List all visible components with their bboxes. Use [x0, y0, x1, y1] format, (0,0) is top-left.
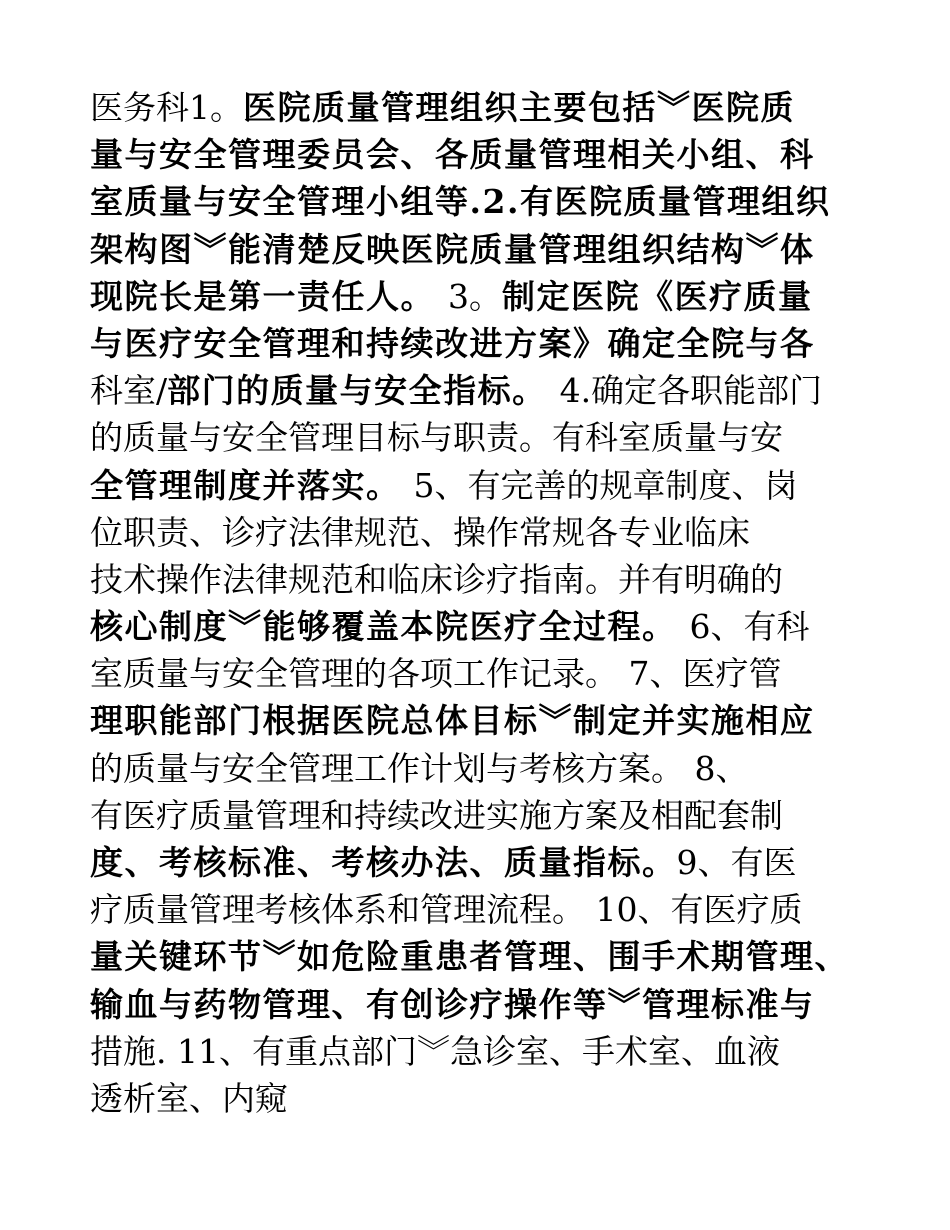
text-segment: 措施. 11、有重点部门︾急诊室、手术室、血液: [90, 1031, 780, 1071]
bold-text-segment: 全管理制度并落实。: [90, 465, 414, 505]
text-segment: 有医疗质量管理和持续改进实施方案及相配套制: [90, 795, 783, 835]
text-line: [90, 414, 865, 461]
text-segment: 科室/: [90, 371, 168, 411]
text-segment: 位职责、诊疗法律规范、操作常规各专业临床: [90, 512, 750, 552]
bold-text-segment: 医院质量管理组织主要包括︾医院质: [243, 88, 795, 127]
text-line: [90, 556, 865, 603]
text-line: [90, 792, 865, 839]
text-segment: 4.确定各职能部门: [559, 371, 823, 411]
text-segment: 的质量与安全管理工作计划与考核方案。 8、: [90, 748, 749, 788]
bold-text-segment: 现院长是第一责任人。: [90, 276, 448, 316]
text-segment: 室质量与安全管理的各项工作记录。 7、医疗管: [90, 654, 782, 694]
text-line: [90, 273, 865, 320]
text-line: [90, 226, 865, 273]
text-segment: 透析室、内窥: [90, 1078, 288, 1118]
text-segment: 医务科1。: [90, 88, 243, 127]
text-line: [90, 178, 865, 225]
text-line: [90, 1075, 865, 1122]
text-line: [90, 839, 865, 886]
bold-text-segment: 量关键环节︾如危险重患者管理、围手术期管理、: [90, 937, 849, 977]
bold-text-segment: 核心制度︾能够覆盖本院医疗全过程。: [90, 607, 690, 647]
text-line: [90, 981, 865, 1028]
bold-text-segment: 部门的质量与安全指标。: [167, 371, 560, 411]
text-segment: 3。: [448, 276, 502, 316]
text-line: [90, 509, 865, 556]
text-line: [90, 84, 865, 131]
text-segment: 疗质量管理考核体系和管理流程。 10、有医疗质: [90, 890, 803, 930]
bold-text-segment: 度、考核标准、考核办法、质量指标。: [90, 843, 677, 882]
document-body: [90, 84, 865, 1122]
text-segment: 9、有医: [676, 843, 797, 882]
text-line: [90, 367, 865, 414]
text-segment: 6、有科: [689, 607, 810, 647]
bold-text-segment: 输血与药物管理、有创诊疗操作等︾管理标准与: [90, 984, 815, 1024]
bold-text-segment: 室质量与安全管理小组等.2.有医院质量管理组织: [90, 182, 831, 222]
bold-text-segment: 理职能部门根据医院总体目标︾制定并实施相应: [90, 701, 815, 741]
bold-text-segment: 量与安全管理委员会、各质量管理相关小组、科: [90, 135, 815, 175]
text-line: [90, 462, 865, 509]
text-line: [90, 933, 865, 980]
text-line: [90, 131, 865, 178]
text-line: [90, 697, 865, 744]
bold-text-segment: 制定医院《医疗质量: [502, 276, 813, 316]
text-line: [90, 745, 865, 792]
text-line: [90, 1028, 865, 1075]
text-line: [90, 320, 865, 367]
text-line: [90, 650, 865, 697]
text-segment: 的质量与安全管理目标与职责。有科室质量与安: [90, 418, 783, 458]
text-segment: 技术操作法律规范和临床诊疗指南。并有明确的: [90, 559, 783, 599]
text-segment: 5、有完善的规章制度、岗: [413, 465, 798, 505]
bold-text-segment: 架构图︾能清楚反映医院质量管理组织结构︾体: [90, 229, 815, 269]
bold-text-segment: 与医疗安全管理和持续改进方案》确定全院与各: [90, 323, 815, 363]
text-line: [90, 886, 865, 933]
text-line: [90, 603, 865, 650]
